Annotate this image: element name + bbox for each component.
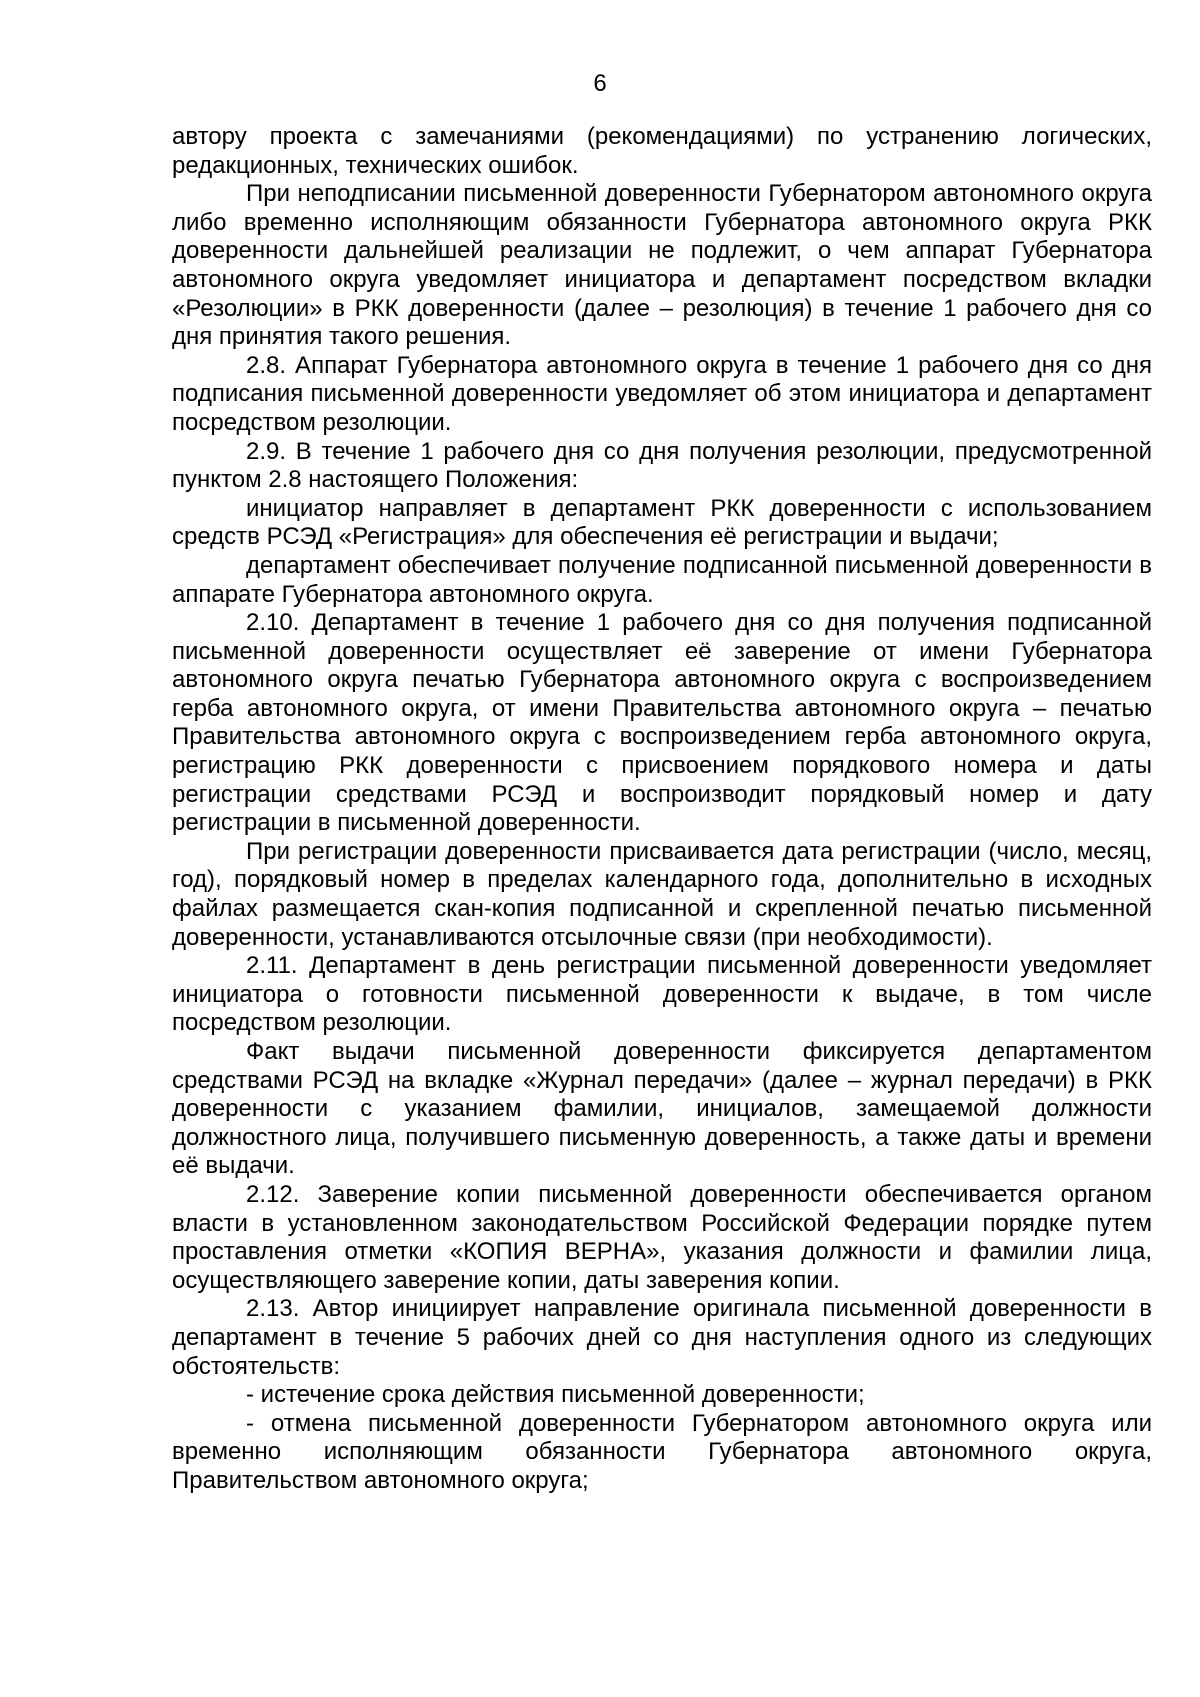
page-number: 6 [593,70,607,97]
list-item-expiration: - истечение срока действия письменной доверенности; [246,1381,865,1409]
paragraph-2-9: 2.9. В течение 1 рабочего дня со дня получения резолюции, предусмотренной пунктом 2.8 настоящего Положения: [172,437,1152,494]
paragraph-2-9-initiator: инициатор направляет в департамент РКК доверенности с использованием средств РСЭД «Регистрация» для обеспечения её регистрации и выдачи; [172,494,1152,551]
paragraph-2-11: 2.11. Департамент в день регистрации письменной доверенности уведомляет инициатора о готовности письменной доверенности к выдаче, в том числе посредством резолюции. [172,952,1152,1037]
list-item-revocation: - отмена письменной доверенности Губернатором автономного округа или временно исполняющим обязанности Губернатора автономного округа, Правительством автономного округа; [172,1409,1152,1494]
paragraph-2-9-department: департамент обеспечивает получение подписанной письменной доверенности в аппарате Губернатора автономного округа. [172,551,1152,608]
paragraph-2-8: 2.8. Аппарат Губернатора автономного округа в течение 1 рабочего дня со дня подписания письменной доверенности уведомляет об этом инициатора и департамент посредством резолюции. [172,351,1152,436]
paragraph-unsigned-power-of-attorney: При неподписании письменной доверенности Губернатором автономного округа либо временно исполняющим обязанности Губернатора автономного округа РКК доверенности дальнейшей реализации не подлежит, о чем аппарат Губернатора автономного округа уведомляет инициатора и департамент посредством вкладки «Резолюции» в РКК доверенности (далее – резолюция) в течение 1 рабочего дня со дня принятия такого решения. [172,180,1152,351]
paragraph-registration-details: При регистрации доверенности присваивается дата регистрации (число, месяц, год), порядковый номер в пределах календарного года, дополнительно в исходных файлах размещается скан-копия подписанной и скрепленной печатью письменной доверенности, устанавливаются отсылочные связи (при необходимости). [172,837,1152,951]
document-body [172,123,1152,1496]
paragraph-issuance-fact: Факт выдачи письменной доверенности фиксируется департаментом средствами РСЭД на вкладке «Журнал передачи» (далее – журнал передачи) в РКК доверенности с указанием фамилии, инициалов, замещаемой должности должностного лица, получившего письменную доверенность, а также даты и времени её выдачи. [172,1038,1152,1180]
paragraph-2-10: 2.10. Департамент в течение 1 рабочего дня со дня получения подписанной письменной доверенности осуществляет её заверение от имени Губернатора автономного округа печатью Губернатора автономного округа с воспроизведением герба автономного округа, от имени Правительства автономного округа – печатью Правительства автономного округа с воспроизведением герба автономного округа, регистрацию РКК доверенности с присвоением порядкового номера и даты регистрации средствами РСЭД и воспроизводит порядковый номер и дату регистрации в письменной доверенности. [172,609,1152,837]
paragraph-2-12: 2.12. Заверение копии письменной доверенности обеспечивается органом власти в установленном законодательством Российской Федерации порядке путем проставления отметки «КОПИЯ ВЕРНА», указания должности и фамилии лица, осуществляющего заверение копии, даты заверения копии. [172,1180,1152,1294]
paragraph-2-13: 2.13. Автор инициирует направление оригинала письменной доверенности в департамент в течение 5 рабочих дней со дня наступления одного из следующих обстоятельств: [172,1295,1152,1380]
paragraph-continuation: автору проекта с замечаниями (рекомендациями) по устранению логических, редакционных, технических ошибок. [172,123,1152,179]
